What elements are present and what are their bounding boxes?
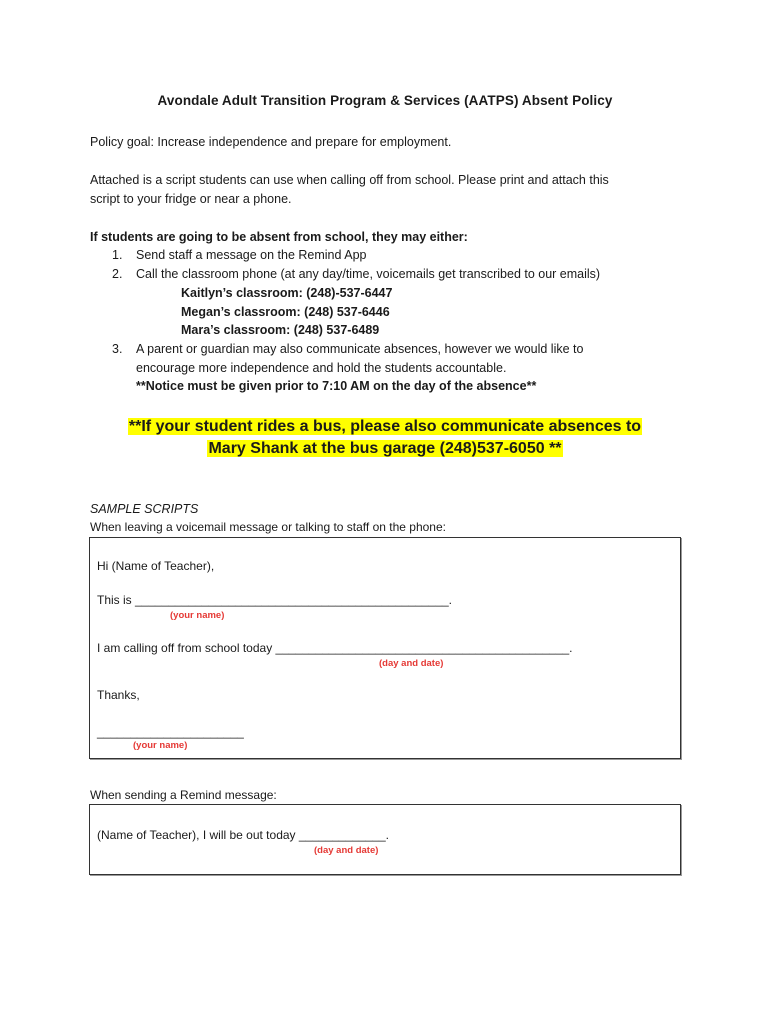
remind-day-and-date-note: (day and date): [314, 845, 379, 856]
remind-message: (Name of Teacher), I will be out today _____________.: [97, 828, 389, 842]
list-item-parent-line-2: encourage more independence and hold the students accountable.: [136, 361, 507, 375]
highlighted-text: Mary Shank at the bus garage (248)537-6050 **: [208, 440, 562, 457]
remind-intro: When sending a Remind message:: [90, 788, 277, 802]
your-name-note: (your name): [170, 610, 225, 621]
list-item-remind: [112, 246, 366, 265]
script-intro-line-1: Attached is a script students can use when calling off from school. Please print and attach this: [90, 173, 609, 187]
voicemail-thanks: Thanks,: [97, 688, 140, 702]
day-and-date-note: (day and date): [379, 658, 444, 669]
remind-script-box: [89, 804, 681, 875]
voicemail-intro: When leaving a voicemail message or talking to staff on the phone:: [90, 520, 446, 534]
list-item-parent: [112, 340, 583, 359]
highlighted-text: **If your student rides a bus, please also communicate absences to: [128, 418, 642, 435]
list-number: 3.: [112, 342, 123, 356]
script-intro-line-2: script to your fridge or near a phone.: [90, 192, 292, 206]
voicemail-script-box: [89, 537, 681, 759]
policy-goal: Policy goal: Increase independence and prepare for employment.: [90, 135, 452, 149]
classroom-kaitlyn: Kaitlyn’s classroom: (248)-537-6447: [181, 286, 393, 300]
voicemail-calling-off: I am calling off from school today ____________________________________________.: [97, 641, 573, 655]
signature-line: ______________________: [97, 725, 244, 739]
voicemail-greeting: Hi (Name of Teacher),: [97, 559, 215, 573]
bus-notice-line-2: [0, 438, 770, 460]
list-number: 1.: [112, 248, 123, 262]
classroom-megan: Megan’s classroom: (248) 537-6446: [181, 305, 390, 319]
notice-deadline: **Notice must be given prior to 7:10 AM on the day of the absence**: [136, 379, 537, 393]
options-heading: If students are going to be absent from school, they may either:: [90, 230, 468, 244]
page-title: Avondale Adult Transition Program & Services (AATPS) Absent Policy: [157, 93, 613, 108]
signature-name-note: (your name): [133, 740, 188, 751]
list-number: 2.: [112, 267, 123, 281]
list-text: A parent or guardian may also communicate absences, however we would like to: [136, 342, 584, 356]
voicemail-this-is: This is _______________________________________________.: [97, 593, 453, 607]
sample-scripts-heading: SAMPLE SCRIPTS: [90, 502, 199, 516]
list-text: Call the classroom phone (at any day/time, voicemails get transcribed to our emails): [136, 267, 601, 281]
bus-notice-line-1: [0, 416, 770, 438]
classroom-mara: Mara’s classroom: (248) 537-6489: [181, 323, 380, 337]
list-item-call: [112, 265, 600, 284]
list-text: Send staff a message on the Remind App: [136, 248, 367, 262]
